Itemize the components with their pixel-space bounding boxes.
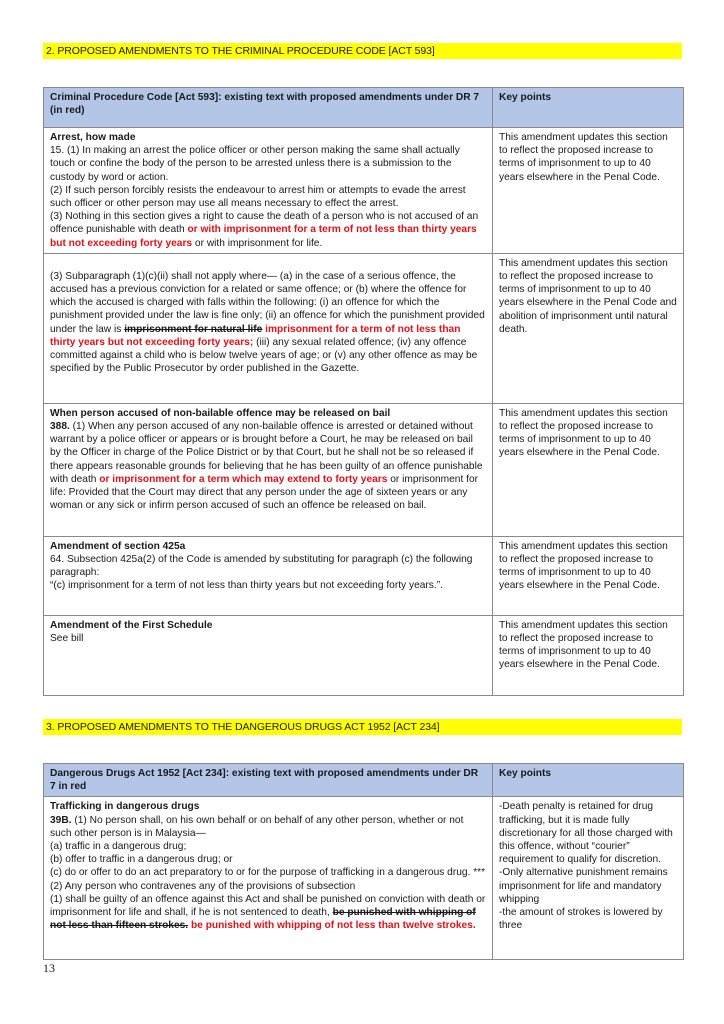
paragraph: “(c) imprisonment for a term of not less than thirty years but not exceeding forty years.”. <box>50 580 443 592</box>
row-text <box>44 797 493 960</box>
amendment-insert: or with imprisonment for a term of not less than thirty years but not exceeding forty years <box>50 224 477 249</box>
row-text <box>44 253 493 403</box>
row-title: Amendment of section 425a <box>50 540 186 552</box>
text-run: (iii) any sexual related offence; (iv) any offence committed against a child who is below twelve years of age; or (v) any other offence as may be specified by the Public Prosecutor by order published in the Gazette. <box>50 336 478 375</box>
table-row <box>44 615 684 695</box>
key-point: -the amount of strokes is lowered by three <box>499 907 663 932</box>
col2-header: Key points <box>493 764 684 797</box>
text-run: (1) When any person accused of any non-bailable offence is arrested or detained without warrant by a police officer or appears or is brought before a Court, he may be released on bail by the Officer in charge of the Police District or by that Court, but he shall not be so released if there appears reasonable grounds for believing that he has been guilty of an offence punishable with death <box>50 421 483 485</box>
table-row <box>44 403 684 536</box>
row-title: Arrest, how made <box>50 132 136 143</box>
row-title: When person accused of non-bailable offence may be released on bail <box>50 407 391 419</box>
key-points-cell: This amendment updates this section to reflect the proposed increase to terms of imprisonment to up to 40 years elsewhere in the Penal Code and abolition of imprisonment until natural death. <box>493 253 684 403</box>
row-text <box>44 403 493 536</box>
paragraph: (a) traffic in a dangerous drug; <box>50 841 187 853</box>
paragraph: 15. (1) In making an arrest the police officer or other person making the same shall actually touch or confine the body of the person to be arrested unless there is a submission to the custody by word or action. <box>50 145 460 183</box>
amendment-insert: be punished with whipping of not less than twelve strokes. <box>188 920 476 932</box>
col1-header: Dangerous Drugs Act 1952 [Act 234]: existing text with proposed amendments under DR 7 in red <box>44 764 493 797</box>
key-point: -Only alternative punishment remains imprisonment for life and mandatory whipping <box>499 867 668 905</box>
paragraph <box>50 210 486 250</box>
key-points-cell: This amendment updates this section to reflect the proposed increase to terms of imprisonment to up to 40 years elsewhere in the Penal Code. <box>493 403 684 536</box>
amendment-insert: or imprisonment for a term which may extend to forty years <box>99 473 388 485</box>
table-header-row <box>44 88 684 128</box>
paragraph: (2) If such person forcibly resists the endeavour to arrest him or attempts to evade the arrest such officer or other person may use all means necessary to effect the arrest. <box>50 184 466 210</box>
amendment-strike: be punished with whipping of not less than fifteen strokes. <box>50 907 476 932</box>
text-run: or with imprisonment for life. <box>192 237 323 249</box>
table-row <box>44 797 684 960</box>
paragraph <box>50 814 486 840</box>
table-row <box>44 128 684 254</box>
dangerous-drugs-table <box>43 763 684 960</box>
key-point: -Death penalty is retained for drug trafficking, but it is made fully discretionary for all those charged with this offence, without “courier” requirement to qualify for discretion. <box>499 801 673 866</box>
paragraph: (b) offer to traffic in a dangerous drug; or <box>50 854 233 866</box>
page-number: 13 <box>43 961 55 975</box>
row-text <box>44 536 493 615</box>
row-text <box>44 615 493 695</box>
text-run: (1) No person shall, on his own behalf or on behalf of any other person, whether or not such other person is in Malaysia— <box>50 814 464 839</box>
col1-header: Criminal Procedure Code [Act 593]: existing text with proposed amendments under DR 7 (in red) <box>44 88 493 128</box>
amendment-insert: imprisonment for a term of not less than thirty years but not exceeding forty years; <box>50 323 461 348</box>
text-run: or imprisonment for life: Provided that the Court may direct that any person under the age of sixteen years or any woman or any sick or infirm person accused of such an offence be released on bail. <box>50 473 479 512</box>
paragraph: (2) Any person who contravenes any of the provisions of subsection <box>50 880 356 892</box>
paragraph: 64. Subsection 425a(2) of the Code is amended by substituting for paragraph (c) the following paragraph: <box>50 554 473 579</box>
table-header-row <box>44 764 684 797</box>
paragraph: See bill <box>50 633 84 645</box>
key-points-cell: This amendment updates this section to reflect the proposed increase to terms of imprisonment to up to 40 years elsewhere in the Penal Code. <box>493 536 684 615</box>
key-points-cell <box>493 797 684 960</box>
row-text <box>44 128 493 254</box>
text-run: (3) Subparagraph (1)(c)(ii) shall not apply where— (a) in the case of a serious offence, the accused has a previous conviction for a related or same offence; or (b) where the offence for which the accused is charged with falls within the following: (i) an offence for which the punishment provided under the law is fine only; (ii) an offence for which the punishment provided under the law is <box>50 270 485 335</box>
row-title: Trafficking in dangerous drugs <box>50 801 200 813</box>
text-run: (3) Nothing in this section gives a right to cause the death of a person who is not accused of an offence punishable with death <box>50 211 479 236</box>
key-points-cell: This amendment updates this section to reflect the proposed increase to terms of imprisonment to up to 40 years elsewhere in the Penal Code. <box>493 615 684 695</box>
amendment-strike: imprisonment for natural life <box>124 323 263 335</box>
criminal-procedure-table <box>43 87 684 696</box>
section-number: 388. <box>50 421 70 433</box>
table-row <box>44 253 684 403</box>
text-run: (1) shall be guilty of an offence against this Act and shall be punished on conviction with death or imprisonment for life and shall, if he is not sentenced to death, <box>50 893 486 919</box>
section-3-heading: 3. PROPOSED AMENDMENTS TO THE DANGEROUS DRUGS ACT 1952 [ACT 234] <box>43 719 682 735</box>
section-2-heading: 2. PROPOSED AMENDMENTS TO THE CRIMINAL PROCEDURE CODE [ACT 593] <box>43 43 682 59</box>
row-title: Amendment of the First Schedule <box>50 619 213 631</box>
col2-header: Key points <box>493 88 684 128</box>
key-points-cell: This amendment updates this section to reflect the proposed increase to terms of imprisonment to up to 40 years elsewhere in the Penal Code. <box>493 128 684 254</box>
section-number: 39B. <box>50 814 72 826</box>
paragraph <box>50 893 486 933</box>
paragraph: (c) do or offer to do an act preparatory to or for the purpose of trafficking in a dangerous drug. *** <box>50 867 486 879</box>
table-row <box>44 536 684 615</box>
spacer <box>50 257 486 270</box>
